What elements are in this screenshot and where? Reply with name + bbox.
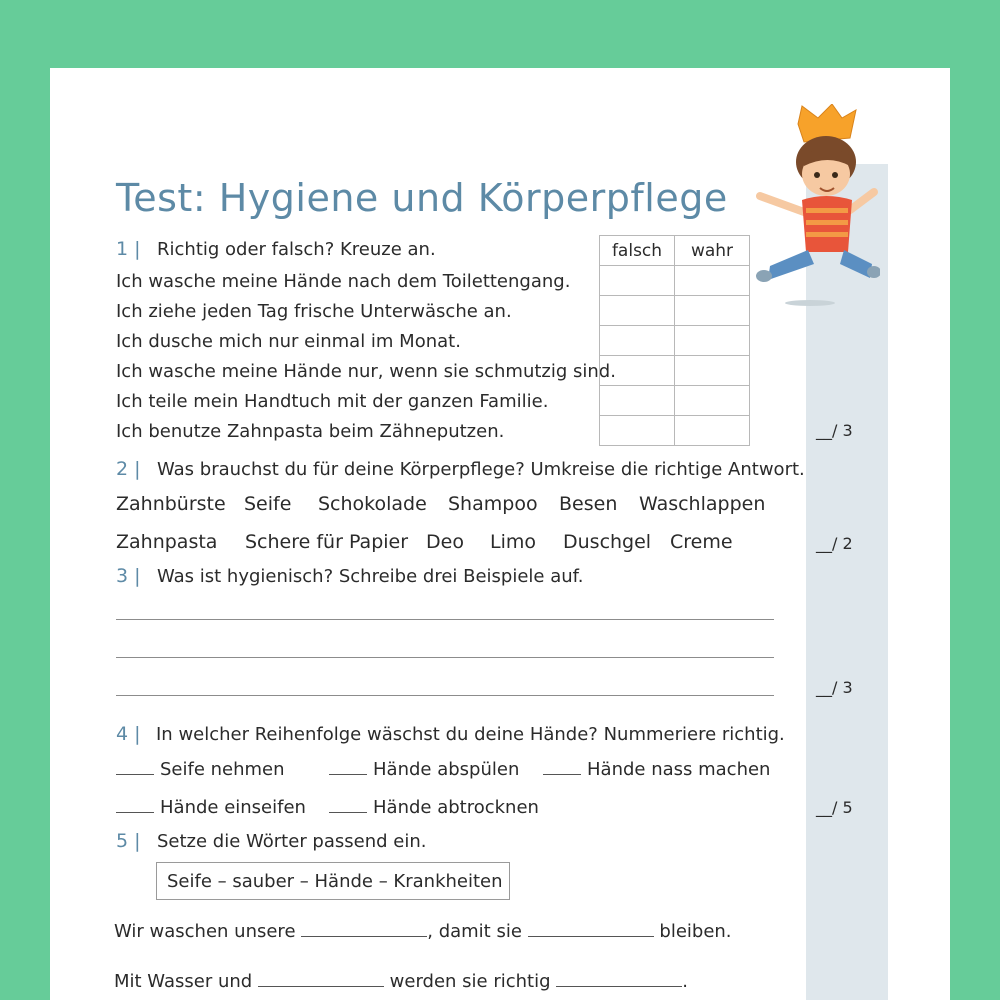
checkbox-true[interactable] [675, 356, 750, 386]
page-title: Test: Hygiene und Körperpflege [116, 176, 728, 220]
answer-option[interactable]: Seife [244, 493, 292, 515]
checkbox-false[interactable] [600, 416, 675, 446]
answer-option[interactable]: Besen [559, 493, 618, 515]
checkbox-false[interactable] [600, 356, 675, 386]
order-item-label: Hände nass machen [587, 759, 771, 780]
task3-number: 3 | [116, 565, 141, 587]
checkbox-false[interactable] [600, 326, 675, 356]
task1-score: __/ 3 [816, 421, 853, 440]
answer-option[interactable]: Deo [426, 531, 464, 553]
answer-option[interactable]: Limo [490, 531, 536, 553]
checkbox-true[interactable] [675, 296, 750, 326]
task2-score: __/ 2 [816, 534, 853, 553]
order-item-label: Hände einseifen [160, 797, 306, 818]
checkbox-true[interactable] [675, 386, 750, 416]
number-blank[interactable] [329, 774, 367, 775]
task1-statement: Ich wasche meine Hände nur, wenn sie schmutzig sind. [116, 361, 616, 382]
checkbox-false[interactable] [600, 266, 675, 296]
fill-blank[interactable] [528, 936, 654, 937]
column-header-true: wahr [675, 236, 750, 266]
order-item-label: Hände abspülen [373, 759, 520, 780]
answer-option[interactable]: Schere für Papier [245, 531, 409, 553]
answer-option[interactable]: Duschgel [563, 531, 652, 553]
task1-statement: Ich ziehe jeden Tag frische Unterwäsche an. [116, 301, 512, 322]
task1-statement: Ich teile mein Handtuch mit der ganzen Familie. [116, 391, 549, 412]
task2-number: 2 | [116, 458, 141, 480]
task1-statement: Ich dusche mich nur einmal im Monat. [116, 331, 461, 352]
number-blank[interactable] [543, 774, 581, 775]
true-false-table [599, 235, 750, 446]
sentence-text: bleiben. [659, 921, 732, 942]
column-header-false: falsch [600, 236, 675, 266]
fill-blank[interactable] [301, 936, 427, 937]
task1-number: 1 | [116, 238, 141, 260]
task1-statement: Ich benutze Zahnpasta beim Zähneputzen. [116, 421, 505, 442]
order-item-label: Hände abtrocknen [373, 797, 539, 818]
checkbox-false[interactable] [600, 296, 675, 326]
answer-line[interactable] [116, 657, 774, 658]
checkbox-true[interactable] [675, 416, 750, 446]
answer-option[interactable]: Zahnbürste [116, 493, 226, 515]
number-blank[interactable] [116, 774, 154, 775]
answer-option[interactable]: Creme [670, 531, 733, 553]
task3-score: __/ 3 [816, 678, 853, 697]
word-bank: Seife – sauber – Hände – Krankheiten [156, 862, 510, 900]
order-item[interactable] [329, 759, 519, 781]
task5-number: 5 | [116, 830, 141, 852]
worksheet [50, 68, 950, 1000]
answer-line[interactable] [116, 619, 774, 620]
task4-prompt: In welcher Reihenfolge wäschst du deine Hände? Nummeriere richtig. [156, 724, 785, 745]
order-item[interactable] [116, 797, 306, 819]
task4-number: 4 | [116, 723, 141, 745]
number-blank[interactable] [116, 812, 154, 813]
task5-prompt: Setze die Wörter passend ein. [157, 831, 427, 852]
task1-statement: Ich wasche meine Hände nach dem Toilettengang. [116, 271, 571, 292]
sentence-text: werden sie richtig [389, 971, 551, 992]
checkbox-true[interactable] [675, 326, 750, 356]
task3-prompt: Was ist hygienisch? Schreibe drei Beispiele auf. [157, 566, 584, 587]
task2-prompt: Was brauchst du für deine Körperpflege? Umkreise die richtige Antwort. [157, 459, 805, 480]
sentence-text: . [682, 971, 688, 992]
task1-prompt: Richtig oder falsch? Kreuze an. [157, 239, 436, 260]
cloze-sentence-1 [114, 921, 732, 943]
fill-blank[interactable] [556, 986, 682, 987]
number-blank[interactable] [329, 812, 367, 813]
order-item-label: Seife nehmen [160, 759, 285, 780]
answer-option[interactable]: Schokolade [318, 493, 427, 515]
answer-line[interactable] [116, 695, 774, 696]
answer-option[interactable]: Shampoo [448, 493, 538, 515]
sentence-text: Wir waschen unsere [114, 921, 296, 942]
sentence-text: Mit Wasser und [114, 971, 253, 992]
sentence-text: , damit sie [427, 921, 522, 942]
boy-illustration [740, 104, 880, 304]
answer-option[interactable]: Waschlappen [639, 493, 766, 515]
checkbox-true[interactable] [675, 266, 750, 296]
checkbox-false[interactable] [600, 386, 675, 416]
fill-blank[interactable] [258, 986, 384, 987]
order-item[interactable] [543, 759, 770, 781]
order-item[interactable] [116, 759, 285, 781]
cloze-sentence-2 [114, 971, 688, 993]
answer-option[interactable]: Zahnpasta [116, 531, 218, 553]
task4-score: __/ 5 [816, 798, 853, 817]
order-item[interactable] [329, 797, 539, 819]
